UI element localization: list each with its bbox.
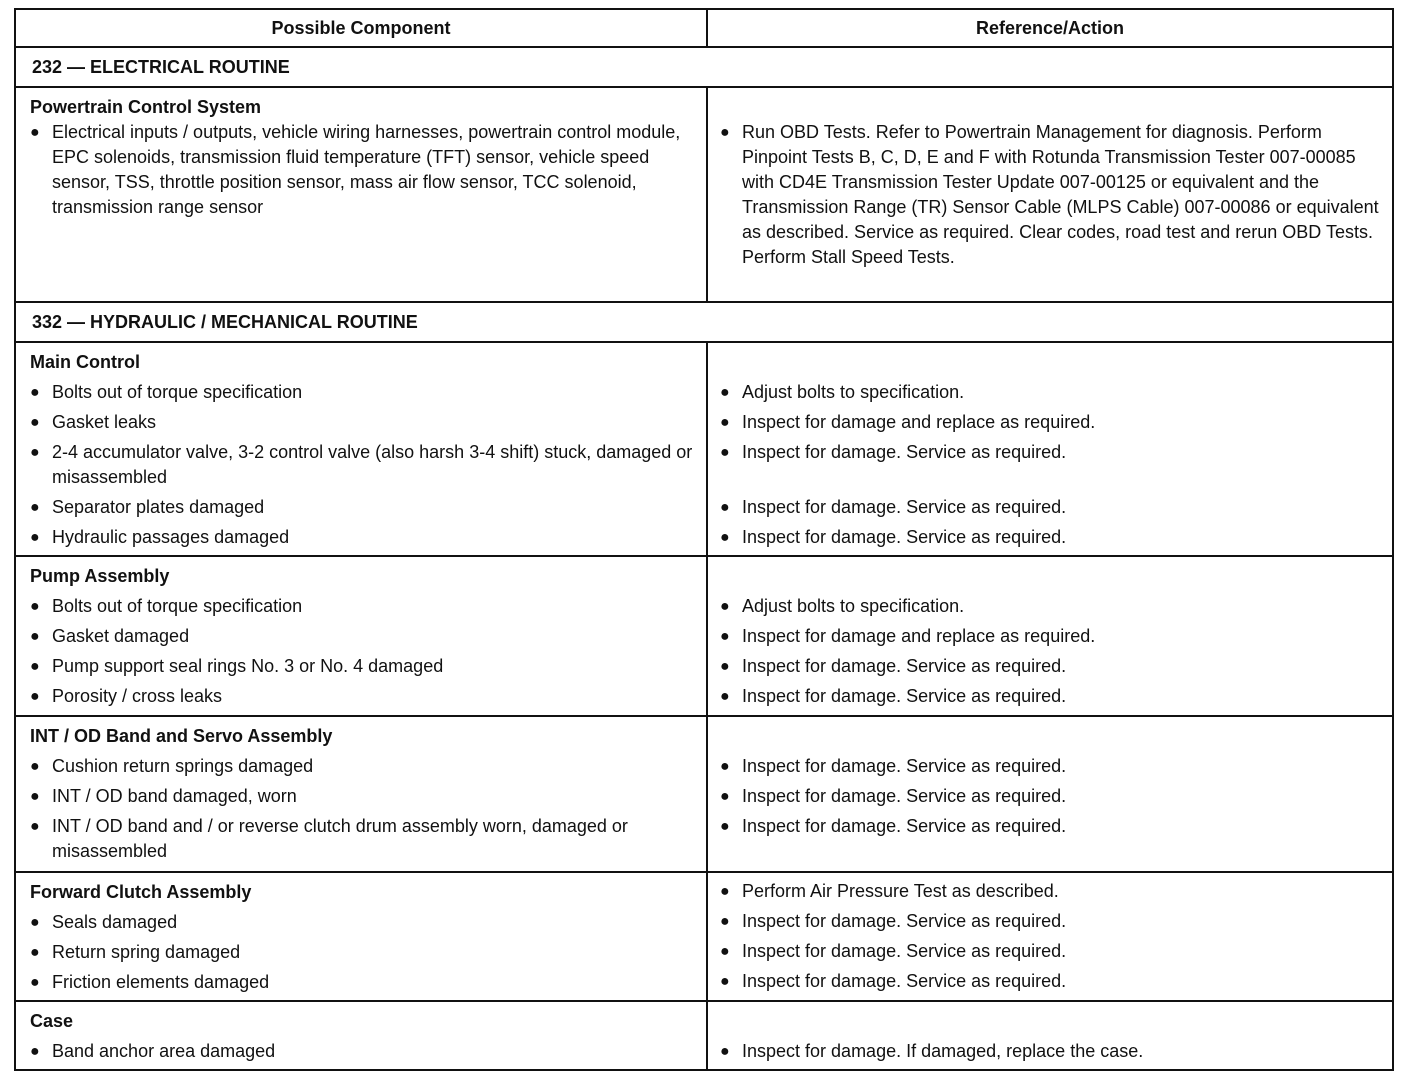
- list-item: [720, 909, 1382, 934]
- bullet-icon: ●: [30, 1043, 40, 1060]
- action-text: Inspect for damage. If damaged, replace the case.: [742, 1041, 1144, 1061]
- group-case: [16, 1002, 1392, 1069]
- list-item: [30, 410, 696, 435]
- list-item: [720, 1039, 1382, 1064]
- group-pump-assembly: [16, 557, 1392, 717]
- bullet-icon: ●: [720, 414, 730, 431]
- bullet-icon: ●: [30, 124, 40, 141]
- table-header: [16, 10, 1392, 48]
- list-item: [30, 654, 696, 679]
- bullet-icon: ●: [30, 914, 40, 931]
- bullet-icon: ●: [720, 658, 730, 675]
- list-item: [720, 684, 1382, 709]
- group-title: Pump Assembly: [30, 566, 170, 586]
- group-powertrain-control-system: [16, 88, 1392, 303]
- action-text: Inspect for damage and replace as required.: [742, 412, 1096, 432]
- action-text: Inspect for damage. Service as required.: [742, 442, 1067, 462]
- action-cell: [708, 873, 1392, 1000]
- bullet-icon: ●: [30, 628, 40, 645]
- bullet-icon: ●: [30, 384, 40, 401]
- component-text: 2-4 accumulator valve, 3-2 control valve (also harsh 3-4 shift) stuck, damaged or misassembled: [52, 442, 693, 487]
- bullet-icon: ●: [720, 943, 730, 960]
- list-item: [30, 380, 696, 405]
- action-text: Run OBD Tests. Refer to Powertrain Management for diagnosis. Perform Pinpoint Tests B, C, D, E and F with Rotunda Transmission Tester 007-00085 with CD4E Transmission Tester Update 007-00125 or equivalent and the Transmission Range (TR) Sensor Cable (MLPS Cable) 007-00086 or equivalent as described. Service as required. Clear codes, road test and rerun OBD Tests. Perform Stall Speed Tests.: [742, 122, 1379, 267]
- list-item: [30, 784, 696, 809]
- component-text: Return spring damaged: [52, 942, 241, 962]
- list-item: [30, 120, 696, 220]
- group-title: Case: [30, 1011, 74, 1031]
- action-text: Inspect for damage. Service as required.: [742, 816, 1067, 836]
- action-text: Inspect for damage. Service as required.: [742, 786, 1067, 806]
- bullet-icon: ●: [30, 444, 40, 461]
- action-text: Inspect for damage. Service as required.: [742, 911, 1067, 931]
- component-cell: [16, 873, 708, 1000]
- list-item: [30, 970, 696, 995]
- list-item: [30, 594, 696, 619]
- list-item: [720, 754, 1382, 779]
- group-int-od-band-servo: [16, 717, 1392, 873]
- action-text: Inspect for damage. Service as required.: [742, 941, 1067, 961]
- bullet-icon: ●: [720, 688, 730, 705]
- group-title: Powertrain Control System: [30, 97, 262, 117]
- component-cell: [16, 557, 708, 715]
- bullet-icon: ●: [30, 499, 40, 516]
- component-text: Seals damaged: [52, 912, 178, 932]
- bullet-icon: ●: [30, 414, 40, 431]
- bullet-icon: ●: [720, 529, 730, 546]
- component-text: INT / OD band damaged, worn: [52, 786, 297, 806]
- list-item: [30, 910, 696, 935]
- component-text: Porosity / cross leaks: [52, 686, 223, 706]
- component-text: Pump support seal rings No. 3 or No. 4 damaged: [52, 656, 444, 676]
- component-text: Bolts out of torque specification: [52, 596, 303, 616]
- list-item: [720, 120, 1382, 270]
- component-cell: [16, 717, 708, 871]
- group-main-control: [16, 343, 1392, 557]
- group-title: INT / OD Band and Servo Assembly: [30, 726, 333, 746]
- component-text: Hydraulic passages damaged: [52, 527, 290, 547]
- bullet-icon: ●: [30, 529, 40, 546]
- list-item: [720, 525, 1382, 550]
- bullet-icon: ●: [720, 883, 730, 900]
- bullet-icon: ●: [720, 499, 730, 516]
- bullet-icon: ●: [720, 973, 730, 990]
- list-item: [30, 814, 696, 864]
- bullet-icon: ●: [30, 788, 40, 805]
- header-possible-component: Possible Component: [16, 10, 708, 46]
- component-cell: [16, 1002, 708, 1069]
- component-text: Separator plates damaged: [52, 497, 265, 517]
- list-item: [720, 410, 1382, 435]
- list-item: [30, 940, 696, 965]
- diagnosis-table: [14, 8, 1394, 1071]
- bullet-icon: ●: [720, 444, 730, 461]
- bullet-icon: ●: [30, 974, 40, 991]
- list-item: [720, 814, 1382, 839]
- list-item: [30, 525, 696, 550]
- header-reference-action: Reference/Action: [975, 18, 1125, 38]
- action-cell: [708, 557, 1392, 715]
- action-text: Inspect for damage. Service as required.: [742, 656, 1067, 676]
- component-text: Gasket damaged: [52, 626, 190, 646]
- bullet-icon: ●: [720, 913, 730, 930]
- action-cell: [708, 88, 1392, 301]
- action-cell: [708, 1002, 1392, 1069]
- bullet-icon: ●: [30, 818, 40, 835]
- group-title: Main Control: [30, 352, 140, 372]
- list-item: [720, 784, 1382, 809]
- routine-title-hydraulic-mechanical: 332 — HYDRAULIC / MECHANICAL ROUTINE: [16, 303, 1392, 343]
- bullet-icon: ●: [720, 598, 730, 615]
- list-item: [30, 1039, 696, 1064]
- action-text: Inspect for damage. Service as required.: [742, 971, 1067, 991]
- component-cell: [16, 88, 708, 301]
- component-text: Friction elements damaged: [52, 972, 270, 992]
- list-item: [30, 440, 696, 490]
- list-item: [720, 495, 1382, 520]
- action-text: Adjust bolts to specification.: [742, 596, 965, 616]
- component-text: Bolts out of torque specification: [52, 382, 303, 402]
- list-item: [720, 594, 1382, 619]
- bullet-icon: ●: [720, 788, 730, 805]
- list-item: [30, 684, 696, 709]
- bullet-icon: ●: [30, 758, 40, 775]
- list-item: [30, 624, 696, 649]
- group-title: Forward Clutch Assembly: [30, 882, 252, 902]
- action-text: Inspect for damage. Service as required.: [742, 686, 1067, 706]
- list-item: [720, 624, 1382, 649]
- component-text: Gasket leaks: [52, 412, 157, 432]
- bullet-icon: ●: [720, 628, 730, 645]
- list-item: [720, 380, 1382, 405]
- group-forward-clutch: [16, 873, 1392, 1002]
- bullet-icon: ●: [30, 688, 40, 705]
- action-text: Inspect for damage and replace as required.: [742, 626, 1096, 646]
- component-cell: [16, 343, 708, 555]
- bullet-icon: ●: [720, 124, 730, 141]
- list-item: [30, 754, 696, 779]
- bullet-icon: ●: [720, 758, 730, 775]
- component-text: INT / OD band and / or reverse clutch drum assembly worn, damaged or misassembled: [52, 816, 628, 861]
- component-text: Cushion return springs damaged: [52, 756, 314, 776]
- action-text: Adjust bolts to specification.: [742, 382, 965, 402]
- action-text: Inspect for damage. Service as required.: [742, 527, 1067, 547]
- list-item: [720, 879, 1382, 904]
- list-item: [720, 440, 1382, 465]
- action-cell: [708, 717, 1392, 871]
- action-cell: [708, 343, 1392, 555]
- action-text: Perform Air Pressure Test as described.: [742, 881, 1059, 901]
- component-text: Band anchor area damaged: [52, 1041, 276, 1061]
- component-text: Electrical inputs / outputs, vehicle wiring harnesses, powertrain control module, EPC solenoids, transmission fluid temperature (TFT) sensor, vehicle speed sensor, TSS, throttle position sensor, mass air flow sensor, TCC solenoid, transmission range sensor: [52, 122, 681, 217]
- bullet-icon: ●: [30, 658, 40, 675]
- bullet-icon: ●: [30, 598, 40, 615]
- routine-title-electrical: 232 — ELECTRICAL ROUTINE: [16, 48, 1392, 88]
- bullet-icon: ●: [720, 384, 730, 401]
- bullet-icon: ●: [720, 818, 730, 835]
- bullet-icon: ●: [30, 944, 40, 961]
- bullet-icon: ●: [720, 1043, 730, 1060]
- list-item: [720, 654, 1382, 679]
- list-item: [30, 495, 696, 520]
- list-item: [720, 939, 1382, 964]
- action-text: Inspect for damage. Service as required.: [742, 756, 1067, 776]
- action-text: Inspect for damage. Service as required.: [742, 497, 1067, 517]
- list-item: [720, 969, 1382, 994]
